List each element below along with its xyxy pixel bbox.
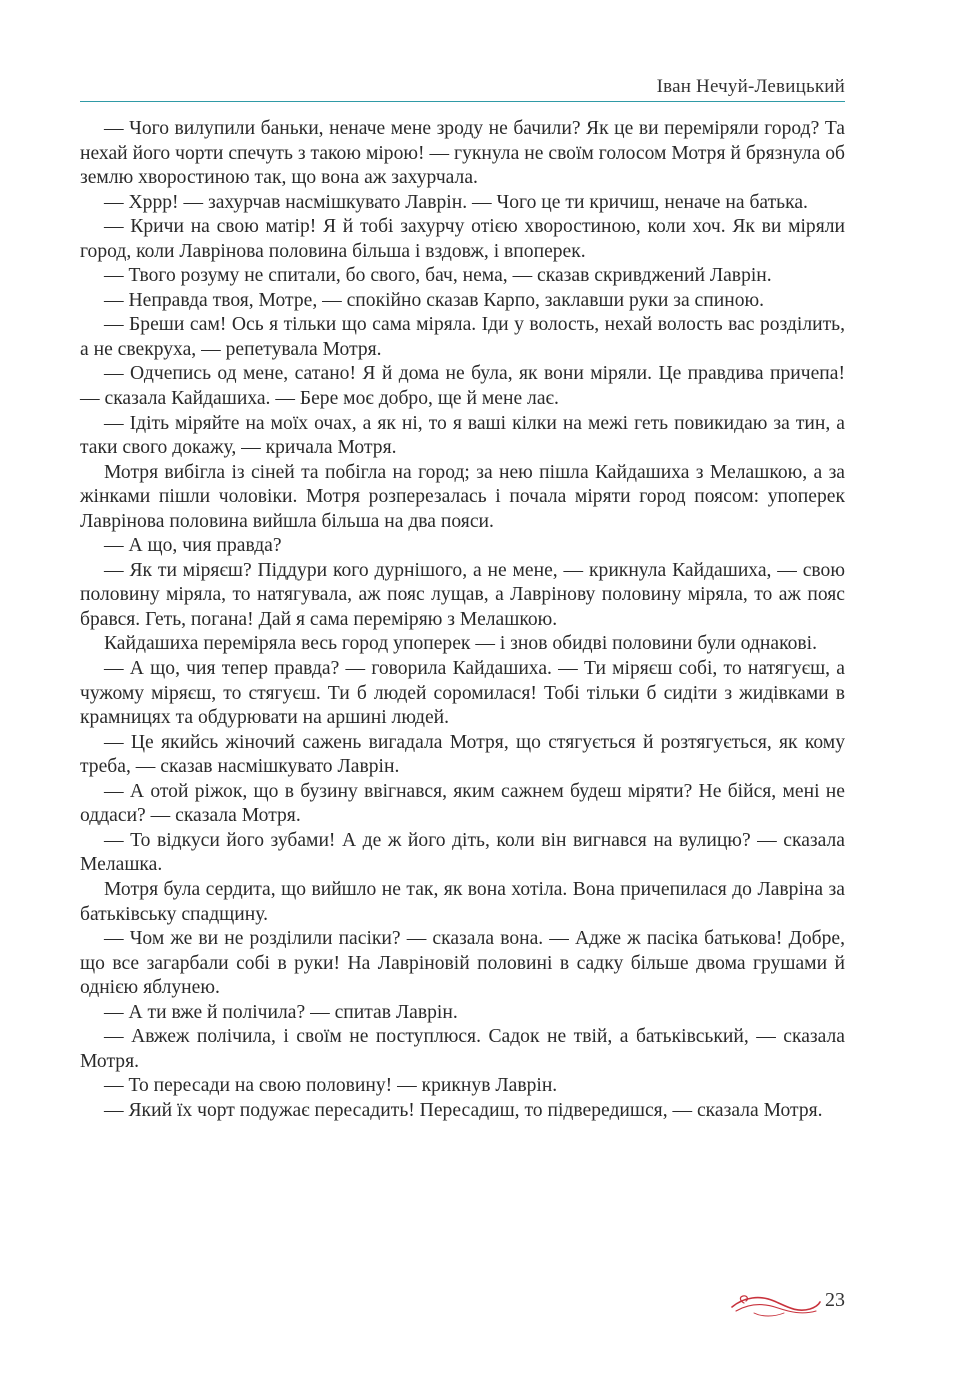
main-text-body <box>80 117 845 1123</box>
paragraph: — А отой ріжок, що в бузину ввігнався, яким сажнем будеш міряти? Не бійся, мені не оддаси? — сказала Мотря. <box>80 780 845 827</box>
page-number: 23 <box>825 1289 845 1311</box>
paragraph: Мотря вибігла із сіней та побігла на город; за нею пішла Кайдашиха з Мелашкою, а за жінками пішли чоловіки. Мотря розперезалась і почала міряти город поясом: упоперек Лаврінова половина вийшла більша на два пояси. <box>80 461 845 532</box>
paragraph: — Хррр! — захурчав насмішкувато Лаврін. — Чого це ти кричиш, неначе на батька. <box>104 191 808 213</box>
running-header <box>80 70 845 100</box>
paragraph: — Неправда твоя, Мотре, — спокійно сказав Карпо, заклавши руки за спиною. <box>104 289 765 311</box>
paragraph: — А що, чия правда? <box>104 535 282 557</box>
paragraph: — Авжеж полічила, і своїм не поступлюся. Садок не твій, а батьківський, — сказала Мотря. <box>80 1026 845 1072</box>
paragraph: — То пересади на свою половину! — крикнув Лаврін. <box>104 1075 558 1097</box>
paragraph: — Ідіть міряйте на моїх очах, а як ні, то я ваші кілки на межі геть повикидаю за тин, а таки свого докажу, — кричала Мотря. <box>80 412 845 459</box>
page-footer <box>730 1287 850 1327</box>
paragraph: — Чом же ви не розділили пасіки? — сказала вона. — Адже ж пасіка батькова! Добре, що все загарбали собі в руки! На Лавріновій половині в садку більше двома грушами й однією яблунею. <box>80 928 845 999</box>
paragraph: — Одчепись од мене, сатано! Я й дома не була, як вони міряли. Це правдива причепа! — сказала Кайдашиха. — Бере моє добро, ще й мене лає. <box>80 363 845 410</box>
paragraph: Кайдашиха переміряла весь город упоперек — і знов обидві половини були однакові. <box>104 633 817 655</box>
paragraph: — Чого вилупили баньки, неначе мене зроду не бачили? Як це ви переміряли город? Та нехай його чорти спечуть з такою мірою! — гукнула не своїм голосом Мотря й брязнула об землю хворостиною так, що вона аж захурчала. <box>80 118 845 189</box>
paragraph: — А ти вже й полічила? — спитав Лаврін. <box>104 1001 458 1023</box>
header-divider-rule <box>80 101 845 102</box>
paragraph: — Як ти міряєш? Піддури кого дурнішого, а не мене, — крикнула Кайдашиха, — свою половину міряла, то натягувала, аж пояс лущав, а Лаврінову половину міряла, то аж пояс брався. Геть, погана! Дай я сама переміряю з Мелашкою. <box>80 559 845 630</box>
paragraph: — То відкуси його зубами! А де ж його діть, коли він вигнався на вулицю? — сказала Мелашка. <box>80 829 845 876</box>
paragraph: — А що, чия тепер правда? — говорила Кайдашиха. — Ти міряєш собі, то натягуєш, а чужому міряєш, то стягуєш. Ти б людей соромилася! Тобі тільки б сидіти з жидівками в крамницях та обдурювати на аршині людей. <box>80 658 845 729</box>
paragraph: — Який їх чорт подужає пересадить! Пересадиш, то підвередишся, — сказала Мотря. <box>104 1099 823 1121</box>
paragraph: — Це якийсь жіночий сажень вигадала Мотря, що стягується й розтягується, як кому треба, — сказав насмішкувато Лаврін. <box>80 731 845 778</box>
swirl-flourish-icon <box>730 1291 822 1321</box>
paragraph: — Кричи на свою матір! Я й тобі захурчу отією хворостиною, коли хоч. Як ви міряли город, коли Лаврінова половина більша і вздовж, і впоперек. <box>80 216 845 262</box>
paragraph: Мотря була сердита, що вийшло не так, як вона хотіла. Вона причепилася до Лавріна за батьківську спадщину. <box>80 878 845 925</box>
paragraph: — Твого розуму не спитали, бо свого, бач, нема, — сказав скривджений Лаврін. <box>104 265 772 287</box>
header-author-name: Іван Нечуй-Левицький <box>656 76 845 97</box>
paragraph: — Бреши сам! Ось я тільки що сама міряла. Іди у волость, нехай волость вас розділить, а не свекруха, — репетувала Мотря. <box>80 314 845 360</box>
